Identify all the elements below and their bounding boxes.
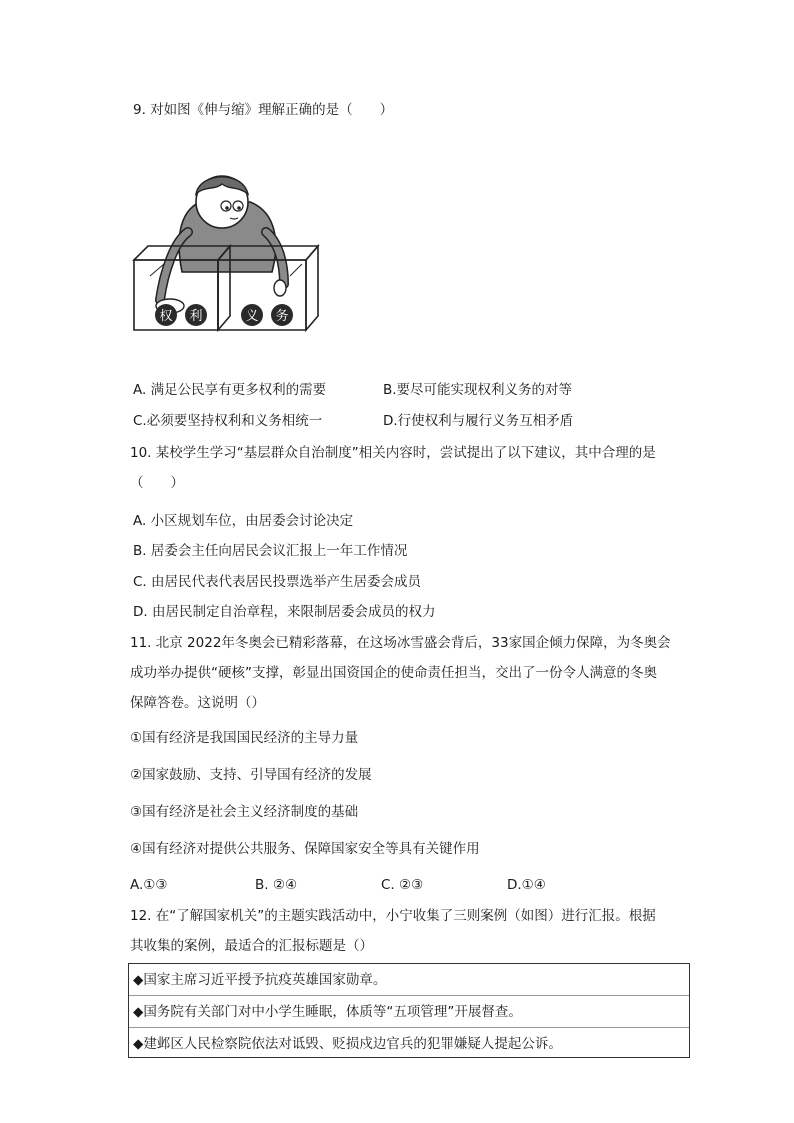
q11-option-b[interactable]: B. ②④ [255,877,298,893]
svg-text:权: 权 [159,309,173,324]
q12-stem-line1: 12. 在“了解国家机关”的主题实践活动中，小宁收集了三则案例（如图）进行汇报。根据 [130,908,656,924]
q9-option-a[interactable]: A. 满足公民享有更多权利的需要 [133,382,327,398]
duties-label-1 [241,304,263,326]
q12-case-1: ◆国家主席习近平授予抗疫英雄国家勋章。 [133,972,387,988]
q12-stem-line2: 其收集的案例，最适合的汇报标题是（） [130,938,373,954]
q10-option-b[interactable]: B. 居委会主任向居民会议汇报上一年工作情况 [133,543,408,559]
q11-item-3: ③国有经济是社会主义经济制度的基础 [130,804,359,820]
q11-option-d[interactable]: D.①④ [507,877,546,893]
q11-item-2: ②国家鼓励、支持、引导国有经济的发展 [130,767,372,783]
q10-option-d[interactable]: D. 由居民制定自治章程，来限制居委会成员的权力 [133,604,436,620]
duties-label-2 [271,304,293,326]
q9-stem: 9. 对如图《伸与缩》理解正确的是（ ） [133,102,394,118]
q10-stem-line2: （ ） [130,475,184,491]
q10-option-a[interactable]: A. 小区规划车位，由居委会讨论决定 [133,513,354,529]
q12-case-2: ◆国务院有关部门对中小学生睡眠，体质等“五项管理”开展督查。 [133,1004,522,1020]
q11-stem-line1: 11. 北京 2022年冬奥会已精彩落幕，在这场冰雪盛会背后，33家国企倾力保障，为冬奥会 [130,635,671,651]
q11-stem-line3: 保障答卷。这说明（） [130,695,265,711]
q9-option-d[interactable]: D.行使权利与履行义务互相矛盾 [383,413,574,429]
q11-item-1: ①国有经济是我国国民经济的主导力量 [130,730,359,746]
svg-text:务: 务 [275,309,289,324]
q10-option-c[interactable]: C. 由居民代表代表居民投票选举产生居委会成员 [133,574,422,590]
svg-text:义: 义 [245,309,259,324]
rights-label-1 [155,304,177,326]
q9-option-b[interactable]: B.要尽可能实现权利义务的对等 [383,382,573,398]
q11-option-a[interactable]: A.①③ [130,877,168,893]
q9-option-c[interactable]: C.必须要坚持权利和义务相统一 [133,413,323,429]
q10-stem-line1: 10. 某校学生学习“基层群众自治制度”相关内容时，尝试提出了以下建议，其中合理的是 [130,445,656,461]
rights-label-2 [185,304,207,326]
q11-item-4: ④国有经济对提供公共服务、保障国家安全等具有关键作用 [130,841,480,857]
stretch-and-shrink-illustration [130,172,322,332]
q11-stem-line2: 成功举办提供“硬核”支撑，彰显出国资国企的使命责任担当，交出了一份令人满意的冬奥 [130,665,657,681]
q12-case-3: ◆建邺区人民检察院依法对诋毁、贬损戍边官兵的犯罪嫌疑人提起公诉。 [133,1036,562,1052]
q11-option-c[interactable]: C. ②③ [381,877,424,893]
divider [129,995,689,996]
svg-text:利: 利 [189,309,203,324]
divider [129,1027,689,1028]
q12-cases-box [128,963,690,1058]
